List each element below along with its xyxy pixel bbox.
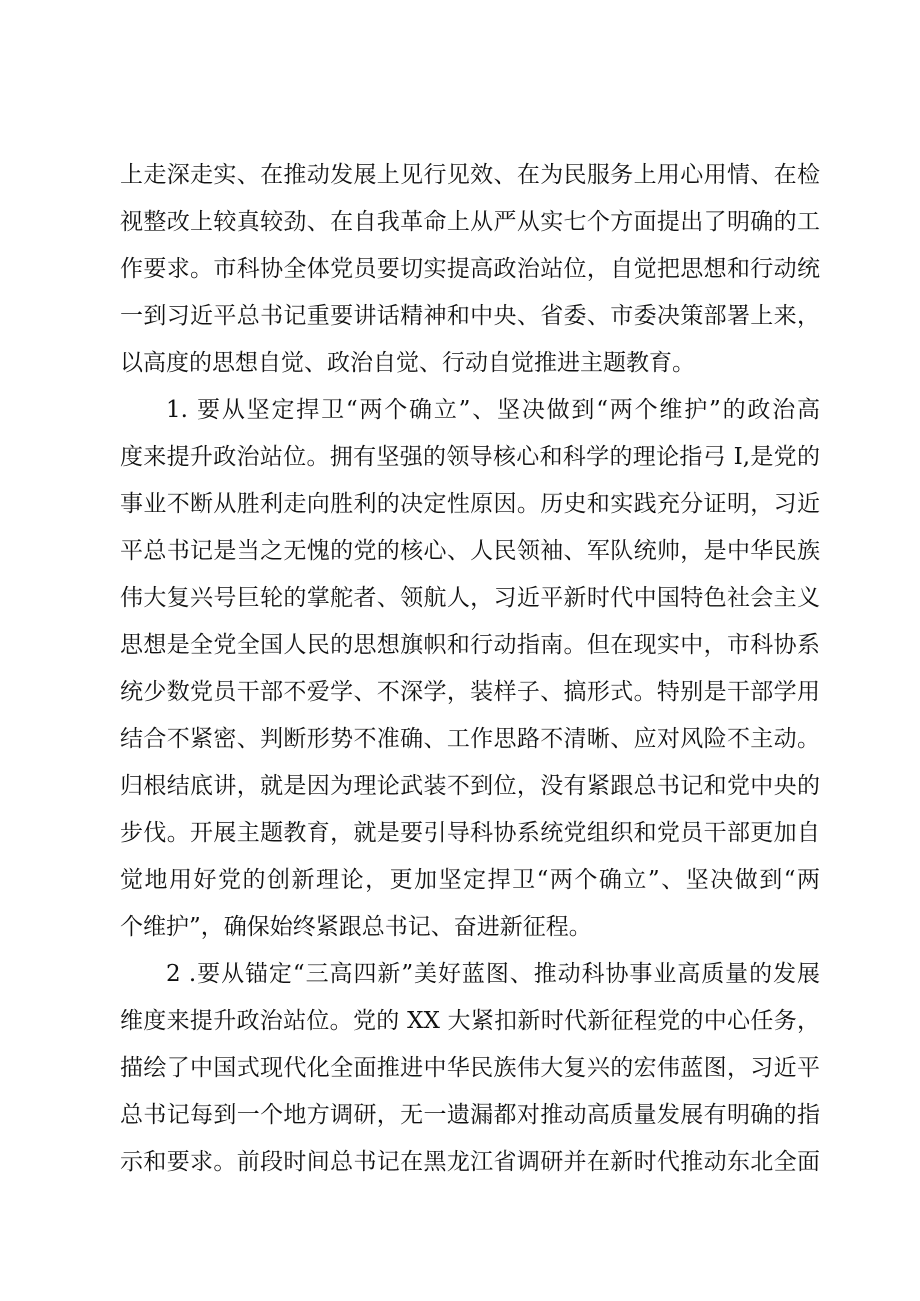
paragraph-2-line-6: 思想是全党全国人民的思想旗帜和行动指南。但在现实中，市科协系 (120, 632, 820, 658)
paragraph-2-line-2: 度来提升政治站位。拥有坚强的领导核心和科学的理论指弓 I,是党的 (120, 444, 820, 470)
paragraph-3-line-3: 描绘了中国式现代化全面推进中华民族伟大复兴的宏伟蓝图，习近平 (120, 1055, 820, 1081)
paragraph-1-line-3: 作要求。市科协全体党员要切实提高政治站位，自觉把思想和行动统 (120, 256, 820, 282)
paragraph-2-line-1: 1. 要从坚定捍卫“两个确立”、坚决做到“两个维护”的政治高 (166, 397, 820, 423)
paragraph-2-line-7: 统少数党员干部不爱学、不深学，装样子、搞形式。特别是干部学用 (120, 679, 820, 705)
paragraph-3-line-4: 总书记每到一个地方调研，无一遗漏都对推动高质量发展有明确的指 (120, 1102, 820, 1128)
paragraph-2-line-11: 觉地用好党的创新理论，更加坚定捍卫“两个确立”、坚决做到“两 (120, 867, 820, 893)
paragraph-1-line-4: 一到习近平总书记重要讲话精神和中央、省委、市委决策部署上来， (120, 303, 820, 329)
paragraph-2-line-9: 归根结底讲，就是因为理论武装不到位，没有紧跟总书记和党中央的 (120, 773, 820, 799)
paragraph-2-line-10: 步伐。开展主题教育，就是要引导科协系统党组织和党员干部更加自 (120, 820, 820, 846)
paragraph-2-line-8: 结合不紧密、判断形势不准确、工作思路不清晰、应对风险不主动。 (120, 726, 820, 752)
paragraph-2-line-5: 伟大复兴号巨轮的掌舵者、领航人，习近平新时代中国特色社会主义 (120, 585, 820, 611)
paragraph-2-line-12: 个维护”，确保始终紧跟总书记、奋进新征程。 (120, 914, 592, 940)
paragraph-2-line-3: 事业不断从胜利走向胜利的决定性原因。历史和实践充分证明，习近 (120, 491, 820, 517)
paragraph-3-line-2: 维度来提升政治站位。党的 XX 大紧扣新时代新征程党的中心任务， (120, 1008, 820, 1034)
paragraph-1-line-2: 视整改上较真较劲、在自我革命上从严从实七个方面提出了明确的工 (120, 209, 820, 235)
paragraph-2-line-4: 平总书记是当之无愧的党的核心、人民领袖、军队统帅，是中华民族 (120, 538, 820, 564)
paragraph-1-line-5: 以高度的思想自觉、政治自觉、行动自觉推进主题教育。 (120, 350, 695, 376)
paragraph-3-line-1: 2 .要从锚定“三高四新”美好蓝图、推动科协事业高质量的发展 (166, 961, 820, 987)
paragraph-3-line-5: 示和要求。前段时间总书记在黑龙江省调研并在新时代推动东北全面 (120, 1149, 820, 1175)
paragraph-1-line-1: 上走深走实、在推动发展上见行见效、在为民服务上用心用情、在检 (120, 162, 820, 188)
